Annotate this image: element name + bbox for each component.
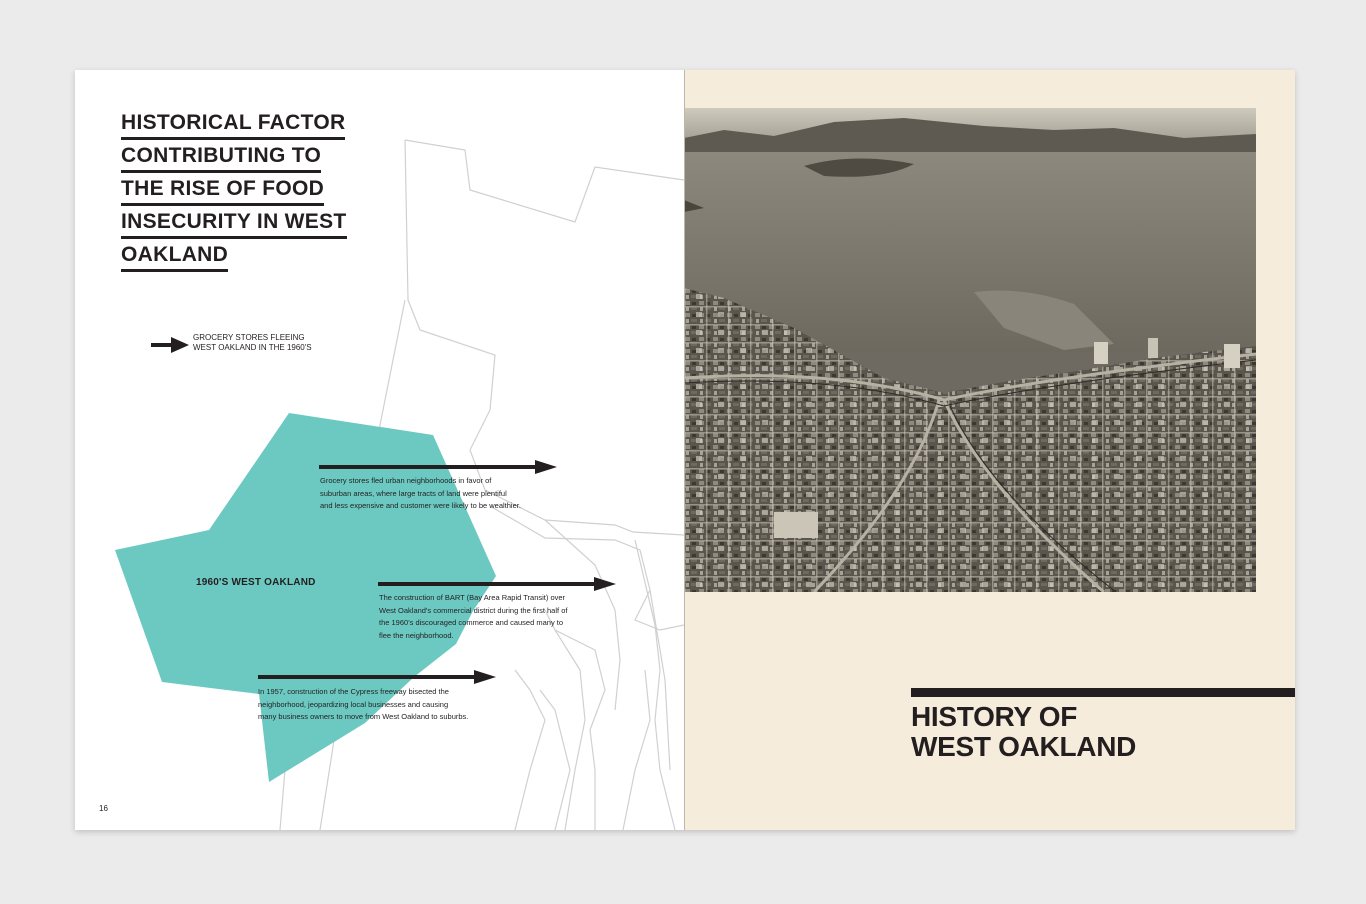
note-line: neighborhood, jeopardizing local businesses and causing — [258, 699, 449, 709]
note-line: The construction of BART (Bay Area Rapid Transit) over — [379, 593, 566, 602]
note-line: West Oakland's commercial district during the first half of — [379, 605, 568, 615]
title-line: CONTRIBUTING TO — [121, 143, 321, 173]
arrow-right-icon — [151, 337, 189, 353]
title-line: OAKLAND — [121, 242, 228, 272]
history-title-line: HISTORY OF — [911, 701, 1078, 732]
aerial-photo — [684, 108, 1256, 592]
title-line: HISTORICAL FACTOR — [121, 110, 345, 140]
history-title — [911, 702, 1211, 762]
note-bart-construction — [379, 592, 619, 642]
legend-line: WEST OAKLAND IN THE 1960'S — [193, 343, 312, 352]
note-line: In 1957, construction of the Cypress freeway bisected the — [258, 687, 449, 696]
title-line: THE RISE OF FOOD — [121, 176, 324, 206]
aerial-photo-drawing — [684, 108, 1256, 592]
region-label: 1960'S WEST OAKLAND — [196, 577, 316, 588]
section-title — [121, 110, 361, 275]
note-line: flee the neighborhood. — [379, 630, 454, 640]
history-title-line: WEST OAKLAND — [911, 731, 1137, 762]
legend-line: GROCERY STORES FLEEING — [193, 333, 305, 342]
note-line: the 1960's discouraged commerce and caused many to — [379, 618, 564, 627]
magazine-spread — [75, 70, 1295, 830]
note-line: Grocery stores fled urban neighborhoods in favor of — [320, 476, 492, 485]
note-cypress-freeway — [258, 686, 508, 724]
legend-text — [193, 333, 343, 353]
arrow-right-icon — [319, 460, 557, 474]
page-number: 16 — [99, 804, 108, 813]
spread-gutter — [684, 70, 685, 830]
history-title-bar — [911, 688, 1295, 697]
right-page — [684, 70, 1295, 830]
arrow-right-icon — [258, 670, 496, 684]
title-line: INSECURITY IN WEST — [121, 209, 347, 239]
note-line: and less expensive and customer were likely to be wealthier. — [320, 501, 521, 510]
left-page — [75, 70, 684, 830]
note-grocery-stores — [320, 475, 560, 513]
note-line: suburban areas, where large tracts of land were plentiful — [320, 488, 507, 498]
note-line: many business owners to move from West Oakland to suburbs. — [258, 712, 469, 721]
arrow-right-icon — [378, 577, 616, 591]
